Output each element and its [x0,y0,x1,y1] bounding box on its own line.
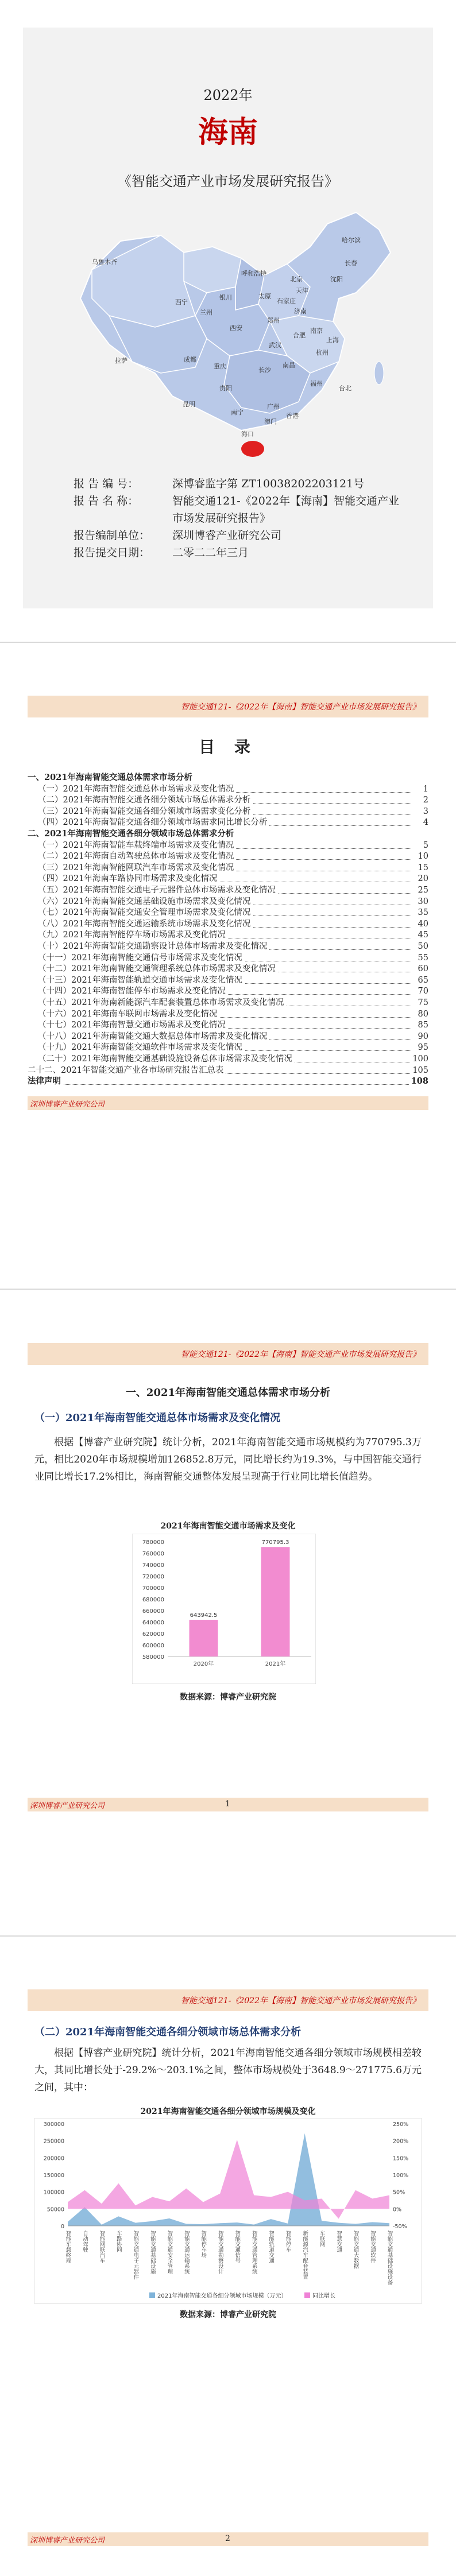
toc-item-text: 二十二、2021年智能交通产业各市场研究报告汇总表 [28,1066,226,1075]
toc-page-number: 4 [421,817,428,828]
svg-text:上海: 上海 [326,336,339,344]
toc-page-number: 40 [416,918,428,930]
toc-page-number: 60 [416,963,428,975]
svg-text:香港: 香港 [286,412,299,420]
toc-item[interactable] [28,1019,428,1031]
y-tick-label: 620000 [142,1631,164,1638]
y-right-tick-label: 50% [393,2189,405,2196]
bar [261,1547,290,1656]
toc-item-text: 二、2021年海南智能交通各细分领域市场总体需求分析 [28,829,236,839]
page-number: 2 [225,2534,230,2543]
svg-text:杭州: 杭州 [316,349,329,356]
toc-item[interactable] [28,840,428,851]
y-right-tick-label: 150% [393,2155,409,2162]
y-right-tick-label: 100% [393,2172,409,2179]
y-left-tick-label: 50000 [47,2206,64,2213]
y-left-tick-label: 0 [60,2224,64,2230]
svg-text:合肥: 合肥 [293,332,306,339]
x-tick-label: 智能交通勘察设计 [217,2230,223,2274]
y-left-tick-label: 200000 [43,2155,64,2162]
y-tick-label: 580000 [142,1654,164,1661]
x-tick-label: 智能交通大数据 [352,2230,359,2269]
y-right-tick-label: 250% [393,2121,409,2128]
svg-text:天津: 天津 [296,287,308,294]
header-band: 智能交通121-《2022年【海南】智能交通产业市场发展研究报告》 [28,696,428,717]
toc-page-number: 100 [410,1053,428,1065]
toc-page-number: 1 [421,783,428,795]
toc-page-number: 35 [416,907,428,918]
toc-item[interactable] [28,817,428,828]
x-tick-label: 智能交通基础设施设备 [386,2230,393,2285]
toc-item-text: （十七）2021年海南智慧交通市场需求及变化情况 [38,1021,228,1030]
toc-item[interactable] [28,873,428,884]
x-tick-label: 智能交通电子元器件 [132,2230,139,2280]
toc-item-text: （十六）2021年海南车联网市场需求及变化情况 [38,1010,219,1019]
toc-item-text: （七）2021年海南智能交通安全管理市场需求及变化情况 [38,908,253,917]
cover-year: 2022年 [203,87,253,103]
page-number: 1 [225,1799,230,1809]
svg-text:西宁: 西宁 [175,298,188,306]
toc-page-number: 55 [416,952,428,964]
data-label: 770795.3 [261,1539,289,1546]
toc-page-number: 3 [421,806,428,817]
toc-item[interactable] [28,896,428,907]
x-tick-label: 智能轨道交通 [268,2230,275,2263]
svg-text:广州: 广州 [267,403,280,410]
toc-item[interactable] [28,794,428,806]
x-tick-label: 智能交通软件 [369,2230,376,2263]
toc-item[interactable] [28,907,428,918]
toc-item-text: （二十）2021年海南智能交通基础设施设备总体市场需求及变化情况 [38,1054,295,1064]
y-left-tick-label: 100000 [43,2189,64,2196]
toc-item[interactable] [28,1042,428,1053]
meta-row: 报告提交日期： 二零二二年三月 [74,546,249,559]
cover-page [0,0,456,631]
header-band: 智能交通121-《2022年【海南】智能交通产业市场发展研究报告》 [28,1989,428,2011]
header-band: 智能交通121-《2022年【海南】智能交通产业市场发展研究报告》 [28,1343,428,1365]
toc-item[interactable] [28,1008,428,1020]
toc-item[interactable] [28,828,428,840]
toc-item-text: （十三）2021年海南智能轨道交通市场需求及变化情况 [38,976,245,985]
toc-item-text: （十九）2021年海南智能交通软件市场需求及变化情况 [38,1043,245,1052]
toc-item[interactable] [28,963,428,975]
y-tick-label: 660000 [142,1608,164,1615]
bar-chart [132,1534,316,1684]
page-separator [0,1289,456,1290]
toc-item-text: 一、2021年海南智能交通总体需求市场分析 [28,773,195,782]
toc-item-text: （九）2021年海南智能停车场市场需求及变化情况 [38,930,228,940]
svg-text:南宁: 南宁 [231,409,244,416]
meta-row: 报告编制单位： 深圳博睿产业研究公司 [74,529,282,542]
svg-text:乌鲁木齐: 乌鲁木齐 [92,258,117,266]
body-paragraph: 根据【博睿产业研究院】统计分析，2021年海南智能交通各细分领域市场规模相差较大，其同比增长处于-29.2%～203.1%之间，整体市场规模处于3648.9～271775.6万元之间，其中： [34,2047,422,2093]
toc-page-number: 75 [416,997,428,1008]
legend-label: 同比增长 [312,2293,335,2299]
data-label: 643942.5 [190,1612,218,1619]
toc-item[interactable] [28,1065,428,1076]
svg-text:海口: 海口 [241,430,254,438]
y-left-tick-label: 250000 [43,2138,64,2145]
toc-item-text: （十）2021年海南智能交通勘察设计总体市场需求及变化情况 [38,942,269,951]
combo-chart [34,2118,422,2304]
svg-text:西安: 西安 [230,324,242,332]
toc-item-text: （二）2021年海南智能交通各细分领域市场总体需求分析 [38,796,253,805]
toc-page-number: 90 [416,1031,428,1042]
toc-page-number: 10 [416,851,428,862]
footer-band: 深圳博睿产业研究公司 [28,1798,428,1811]
svg-text:沈阳: 沈阳 [330,276,343,283]
chart-title: 2021年海南智能交通各细分领域市场规模及变化 [140,2107,316,2116]
x-tick-label: 智能交通基础设施 [149,2230,156,2274]
x-tick-label: 智能交通信号 [234,2230,241,2263]
y-tick-label: 680000 [142,1597,164,1603]
toc-page [0,654,456,1286]
legend-label: 2021年海南智能交通各细分领域市场规模（万元） [157,2293,287,2299]
legend-swatch [149,2292,155,2298]
chart-title: 2021年海南智能交通市场需求及变化 [160,1522,296,1531]
x-tick-label: 车联网 [318,2230,325,2247]
svg-text:贵阳: 贵阳 [219,385,232,392]
x-tick-label: 2021年 [265,1661,286,1667]
x-tick-label: 自动驾驶 [81,2230,88,2252]
x-tick-label: 新能源汽车配套装置 [302,2230,308,2280]
hainan-highlight [241,441,264,457]
subsection-heading: （二）2021年海南智能交通各细分领域市场总体需求分析 [34,2026,302,2038]
toc-item-text: （一）2021年海南智能车载终端市场需求及变化情况 [38,841,236,850]
china-map [69,201,402,471]
data-source: 数据来源：博睿产业研究院 [180,2310,276,2319]
section-heading: 一、2021年海南智能交通总体需求市场分析 [125,1387,331,1399]
report-meta [74,475,402,561]
toc-page-number: 15 [416,862,428,874]
toc-page-number: 45 [416,929,428,941]
toc-page-number: 85 [416,1019,428,1031]
toc-page-number: 50 [416,941,428,952]
x-tick-label: 智能交通运输系统 [183,2230,190,2274]
toc-item[interactable] [28,1053,428,1065]
toc-page-number: 95 [416,1042,428,1053]
y-left-tick-label: 150000 [43,2172,64,2179]
toc-item[interactable] [28,952,428,964]
toc-item[interactable] [28,1031,428,1042]
meta-row: 报 告 编 号： 深博睿监字第 ZT100382022031​21号 [74,478,365,490]
y-tick-label: 600000 [142,1643,164,1649]
toc-item[interactable] [28,783,428,795]
toc-page-number: 65 [416,975,428,986]
svg-text:台北: 台北 [339,385,351,392]
toc-item-text: （十五）2021年海南新能源汽车配套装置总体市场需求及变化情况 [38,998,286,1007]
toc-item[interactable] [28,851,428,862]
body-paragraph: 根据【博睿产业研究院】统计分析，2021年海南智能交通市场规模约为770795.3万元，相比2020年市场规模增加126852.8万元，同比增长约为19.3%，与中国智能交通行业同比增长17.2%相比，海南智能交通整体发展呈现高于行业同比增长值趋势。 [34,1437,422,1483]
toc-item-text: （十一）2021年海南智能交通信号市场需求及变化情况 [38,953,245,963]
content-page-2 [0,1943,456,2576]
toc-item[interactable] [28,772,428,783]
meta-row: 报 告 名 称： 智能交通121-《2022年【海南】智能交通产业市场发展研究报告》 [74,495,400,525]
svg-text:拉萨: 拉萨 [115,357,127,364]
toc-item[interactable] [28,918,428,930]
toc-page-number: 2 [421,794,428,806]
subsection-heading: （一）2021年海南智能交通总体市场需求及变化情况 [34,1412,281,1424]
svg-text:呼和浩特: 呼和浩特 [241,270,266,277]
svg-text:石家庄: 石家庄 [277,297,296,305]
toc-item-text: （十二）2021年海南智能交通管理系统总体市场需求及变化情况 [38,964,278,973]
cover-title: 海南 [198,115,258,150]
toc-item-text: （三）2021年海南智能交通各细分领域市场需求变化分析 [38,807,253,816]
toc-item-text: （八）2021年海南智能交通运输系统市场需求及变化情况 [38,920,253,929]
x-tick-label: 车路协同 [115,2230,122,2252]
x-tick-label: 2020年 [193,1661,214,1667]
svg-text:澳门: 澳门 [264,418,277,425]
toc-item[interactable] [28,929,428,941]
svg-text:长沙: 长沙 [258,366,271,374]
y-right-tick-label: 0% [393,2206,402,2213]
page-separator [0,642,456,643]
toc-item-text: 法律声明 [28,1076,63,1086]
toc-page-number: 105 [410,1065,428,1076]
x-tick-label: 智能网联汽车 [98,2230,105,2263]
toc-page-number: 20 [416,873,428,884]
x-tick-label: 智能停车 [284,2230,291,2252]
toc-item-text: （十八）2021年海南智能交通大数据总体市场需求及变化情况 [38,1032,269,1041]
toc-item[interactable] [28,997,428,1008]
toc-item[interactable] [28,862,428,874]
toc-item[interactable] [28,986,428,997]
bar [190,1620,218,1656]
svg-text:长春: 长春 [345,259,357,267]
y-right-tick-label: -50% [393,2224,407,2230]
page-separator [0,1935,456,1937]
svg-text:银川: 银川 [219,294,232,301]
svg-text:南京: 南京 [310,327,323,335]
x-tick-label: 智慧交通 [335,2230,342,2252]
svg-text:重庆: 重庆 [214,363,226,370]
legend-swatch [304,2292,310,2298]
toc-item-text: （五）2021年海南智能交通电子元器件总体市场需求及变化情况 [38,886,278,895]
content-page-1 [0,1297,456,1940]
toc-page-number: 70 [416,986,428,997]
svg-text:福州: 福州 [310,380,323,387]
toc-item[interactable] [28,975,428,986]
svg-text:郑州: 郑州 [267,317,280,324]
toc-page-number: 108 [409,1076,428,1087]
x-tick-label: 智能交通管理系统 [250,2230,257,2274]
toc-page-number: 30 [416,896,428,907]
svg-text:成都: 成都 [184,356,196,363]
toc-leader [28,1084,411,1085]
x-tick-label: 智能车载终端 [64,2230,71,2263]
toc-item-text: （三）2021年海南智能网联汽车市场需求及变化情况 [38,863,236,872]
svg-text:南昌: 南昌 [283,362,295,369]
svg-text:哈尔滨: 哈尔滨 [342,236,361,244]
svg-text:济南: 济南 [294,308,307,315]
toc-item[interactable] [28,884,428,896]
x-tick-label: 智能停车场 [200,2230,207,2258]
y-tick-label: 760000 [142,1551,164,1557]
y-tick-label: 700000 [142,1585,164,1592]
toc-item-text: （一）2021年海南智能交通总体市场需求及变化情况 [38,785,236,794]
svg-text:北京: 北京 [290,276,303,283]
y-tick-label: 720000 [142,1574,164,1580]
cover-subtitle: 《智能交通产业市场发展研究报告》 [118,173,338,189]
x-tick-label: 智能交通安全管理 [166,2230,173,2274]
y-tick-label: 780000 [142,1539,164,1546]
y-tick-label: 640000 [142,1620,164,1626]
svg-text:兰州: 兰州 [200,309,212,316]
y-right-tick-label: 200% [393,2138,409,2145]
svg-text:太原: 太原 [258,293,271,300]
svg-text:昆明: 昆明 [183,401,195,408]
toc-item-text: （四）2021年海南车路协同市场需求及变化情况 [38,874,219,883]
chart-frame [34,2118,422,2304]
toc-title: 目 录 [199,738,257,756]
data-source: 数据来源：博睿产业研究院 [180,1693,276,1702]
toc-item[interactable] [28,1076,428,1087]
toc-page-number: 5 [421,840,428,851]
toc-item[interactable] [28,806,428,817]
y-left-tick-label: 300000 [43,2121,64,2128]
y-tick-label: 740000 [142,1562,164,1569]
toc-page-number: 25 [416,884,428,896]
toc-item-text: （二）2021年海南自动驾驶总体市场需求及变化情况 [38,852,236,861]
toc-page-number: 80 [416,1008,428,1020]
footer-band: 深圳博睿产业研究公司 [28,2532,428,2546]
svg-text:武汉: 武汉 [269,342,281,349]
footer-band: 深圳博睿产业研究公司 [28,1096,428,1110]
toc-item-text: （四）2021年海南智能交通各细分领域市场需求同比增长分析 [38,818,269,827]
toc-item[interactable] [28,941,428,952]
toc-item-text: （十四）2021年海南智能停车市场需求及变化情况 [38,987,228,996]
toc-item-text: （六）2021年海南智能交通基础设施市场需求及变化情况 [38,897,253,906]
